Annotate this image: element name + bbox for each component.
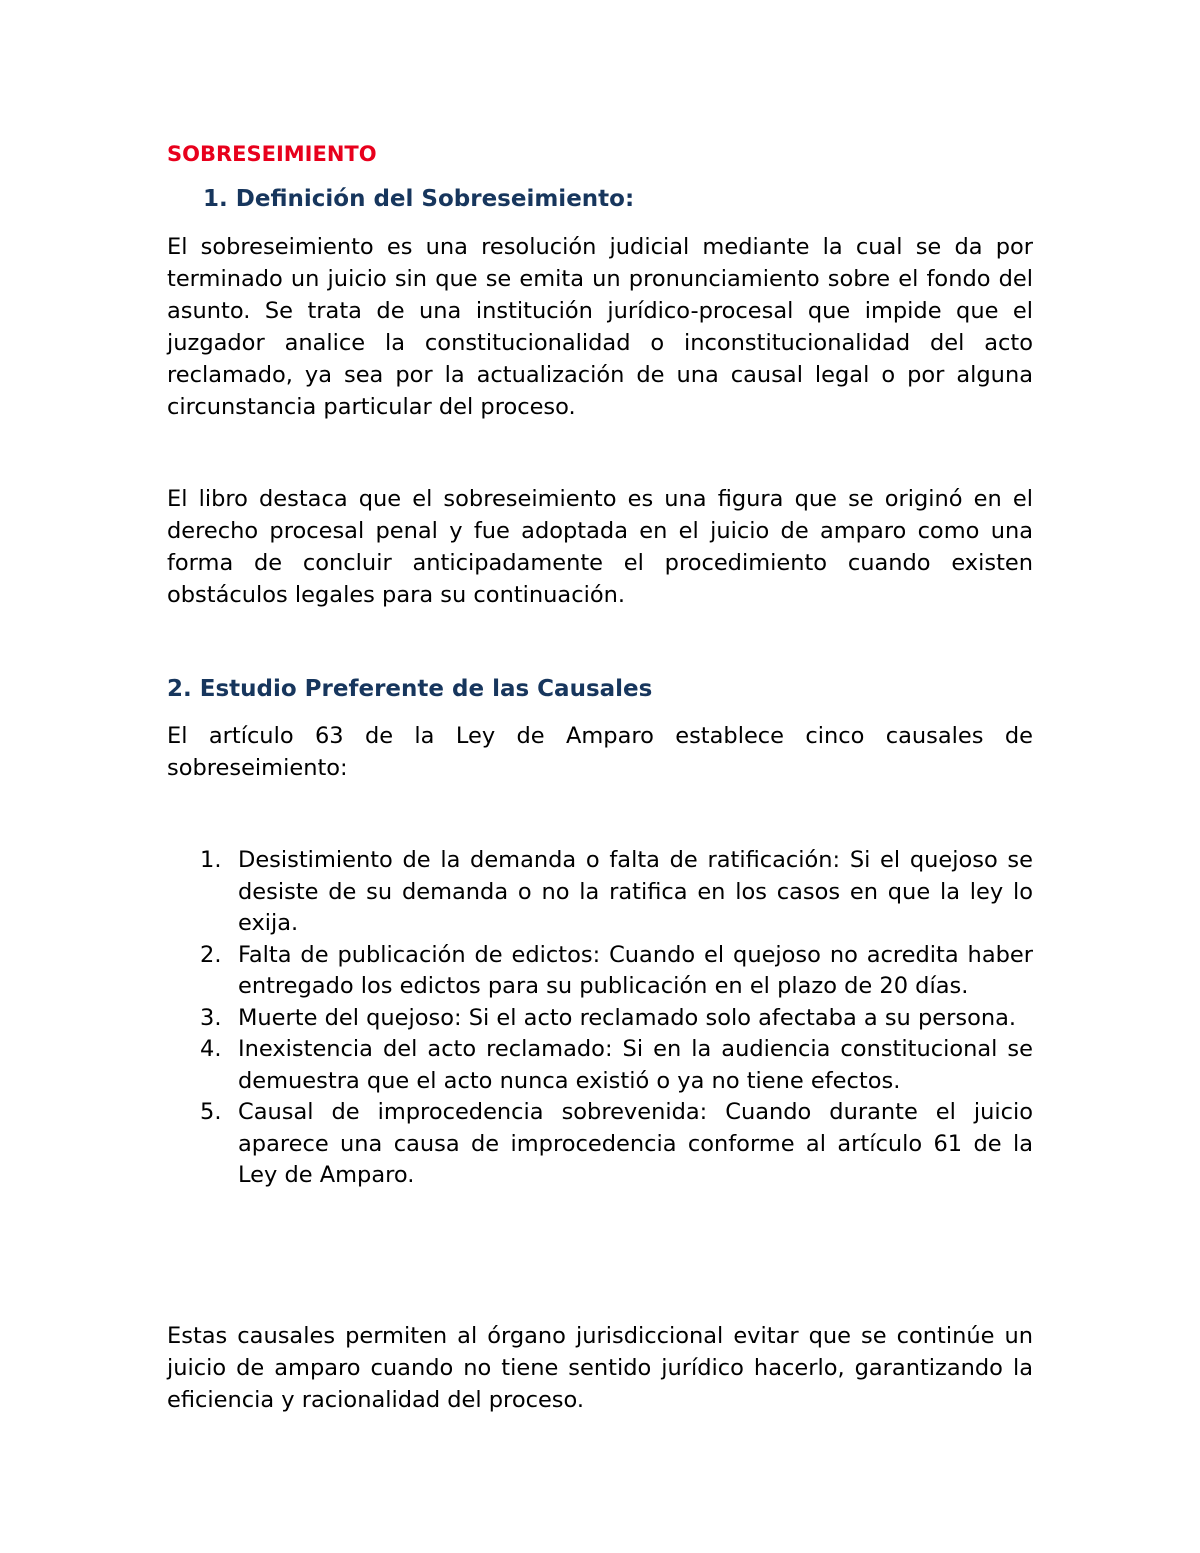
list-item xyxy=(167,1034,1033,1097)
list-item-text: Muerte del quejoso: Si el acto reclamado solo afectaba a su persona. xyxy=(238,1004,1017,1031)
list-item-text: Desistimiento de la demanda o falta de ratificación: Si el quejoso se desiste de su demanda o no la ratifica en los casos en que la ley lo exija. xyxy=(238,847,1033,936)
list-item-text: Causal de improcedencia sobrevenida: Cuando durante el juicio aparece una causa de improcedencia conforme al artículo 61 de la Ley de Amparo. xyxy=(238,1099,1033,1188)
list-item-number: 2. xyxy=(200,941,222,968)
origin-paragraph: El libro destaca que el sobreseimiento es una figura que se originó en el derecho procesal penal y fue adoptada en el juicio de amparo como una forma de concluir anticipadamente el procedimiento cuando existen obstáculos legales para su continuación. xyxy=(167,486,1033,608)
list-item-number: 5. xyxy=(200,1099,222,1125)
document-title: SOBRESEIMIENTO xyxy=(167,142,377,166)
list-item-number: 1. xyxy=(200,847,222,873)
list-item xyxy=(167,845,1033,940)
list-item-text: Falta de publicación de edictos: Cuando el quejoso no acredita haber entregado los edictos para su publicación en el plazo de 20 días. xyxy=(238,941,1033,999)
section-1-heading: 1. Definición del Sobreseimiento: xyxy=(203,186,635,212)
list-item-number: 4. xyxy=(200,1036,222,1062)
list-item xyxy=(167,1097,1033,1192)
list-item xyxy=(167,940,1033,1003)
causes-list xyxy=(167,845,1033,1192)
list-item-text: Inexistencia del acto reclamado: Si en la audiencia constitucional se demuestra que el acto nunca existió o ya no tiene efectos. xyxy=(238,1036,1033,1094)
list-item xyxy=(167,1003,1033,1035)
causes-intro-paragraph: El artículo 63 de la Ley de Amparo establece cinco causales de sobreseimiento: xyxy=(167,723,1033,781)
definition-paragraph: El sobreseimiento es una resolución judicial mediante la cual se da por terminado un juicio sin que se emita un pronunciamiento sobre el fondo del asunto. Se trata de una institución jurídico-procesal que impide que el juzgador analice la constitucionalidad o inconstitucionalidad del acto reclamado, ya sea por la actualización de una causal legal o por alguna circunstancia particular del proceso. xyxy=(167,234,1033,420)
conclusion-paragraph: Estas causales permiten al órgano jurisdiccional evitar que se continúe un juicio de amparo cuando no tiene sentido jurídico hacerlo, garantizando la eficiencia y racionalidad del proceso. xyxy=(167,1323,1033,1413)
list-item-number: 3. xyxy=(200,1004,222,1031)
section-2-heading: 2. Estudio Preferente de las Causales xyxy=(167,676,653,702)
